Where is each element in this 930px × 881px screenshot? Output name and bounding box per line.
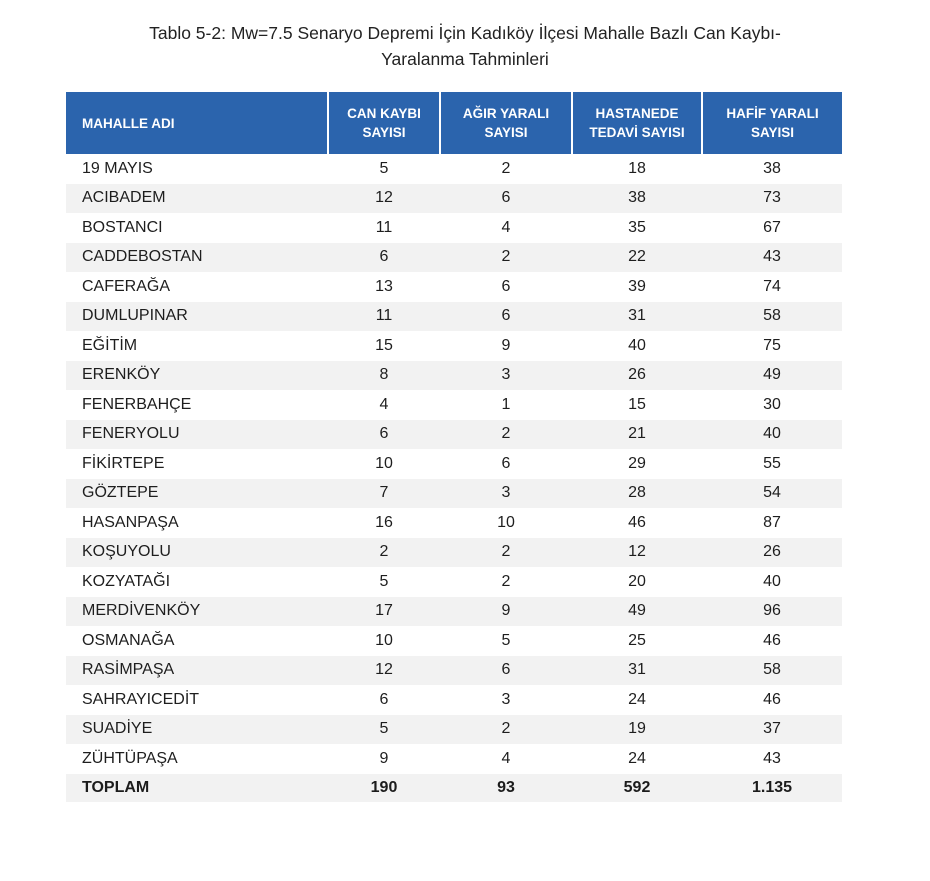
neighborhood-name: HASANPAŞA [66, 508, 328, 538]
header-neighborhood [66, 92, 328, 154]
deaths-value: 6 [328, 420, 440, 450]
minor-injuries-value: 96 [702, 597, 842, 627]
total-deaths: 190 [328, 774, 440, 802]
deaths-value: 4 [328, 390, 440, 420]
minor-injuries-value: 46 [702, 685, 842, 715]
deaths-value: 6 [328, 685, 440, 715]
minor-injuries-value: 30 [702, 390, 842, 420]
table-row [66, 272, 842, 302]
casualty-table [66, 92, 842, 802]
hospital-treatment-value: 49 [572, 597, 702, 627]
total-minor-injuries: 1.135 [702, 774, 842, 802]
table-row [66, 744, 842, 774]
minor-injuries-value: 49 [702, 361, 842, 391]
neighborhood-name: ERENKÖY [66, 361, 328, 391]
deaths-value: 2 [328, 538, 440, 568]
deaths-value: 8 [328, 361, 440, 391]
minor-injuries-value: 43 [702, 744, 842, 774]
hospital-treatment-value: 20 [572, 567, 702, 597]
table-row [66, 685, 842, 715]
minor-injuries-value: 73 [702, 184, 842, 214]
severe-injuries-value: 3 [440, 479, 572, 509]
neighborhood-name: SAHRAYICEDİT [66, 685, 328, 715]
hospital-treatment-value: 28 [572, 479, 702, 509]
minor-injuries-value: 74 [702, 272, 842, 302]
neighborhood-name: RASİMPAŞA [66, 656, 328, 686]
neighborhood-name: FENERYOLU [66, 420, 328, 450]
severe-injuries-value: 2 [440, 715, 572, 745]
hospital-treatment-value: 24 [572, 685, 702, 715]
neighborhood-name: FİKİRTEPE [66, 449, 328, 479]
neighborhood-name: KOZYATAĞI [66, 567, 328, 597]
minor-injuries-value: 54 [702, 479, 842, 509]
table-footer [66, 774, 842, 802]
table-row [66, 479, 842, 509]
column-header-line: SAYISI [484, 125, 528, 140]
severe-injuries-value: 6 [440, 449, 572, 479]
header-deaths [328, 92, 440, 154]
column-header-line: HAFİF YARALI [726, 106, 819, 121]
severe-injuries-value: 4 [440, 744, 572, 774]
table-row [66, 390, 842, 420]
deaths-value: 9 [328, 744, 440, 774]
hospital-treatment-value: 21 [572, 420, 702, 450]
minor-injuries-value: 58 [702, 656, 842, 686]
total-hospital-treatment: 592 [572, 774, 702, 802]
severe-injuries-value: 6 [440, 272, 572, 302]
column-header-line: TEDAVİ SAYISI [589, 125, 685, 140]
total-row [66, 774, 842, 802]
table-row [66, 626, 842, 656]
deaths-value: 17 [328, 597, 440, 627]
total-label: TOPLAM [66, 774, 328, 802]
minor-injuries-value: 37 [702, 715, 842, 745]
severe-injuries-value: 3 [440, 685, 572, 715]
neighborhood-name: CADDEBOSTAN [66, 243, 328, 273]
minor-injuries-value: 46 [702, 626, 842, 656]
deaths-value: 10 [328, 626, 440, 656]
table-row [66, 302, 842, 332]
neighborhood-name: ZÜHTÜPAŞA [66, 744, 328, 774]
deaths-value: 13 [328, 272, 440, 302]
minor-injuries-value: 87 [702, 508, 842, 538]
severe-injuries-value: 5 [440, 626, 572, 656]
severe-injuries-value: 2 [440, 154, 572, 184]
neighborhood-name: GÖZTEPE [66, 479, 328, 509]
deaths-value: 5 [328, 715, 440, 745]
neighborhood-name: FENERBAHÇE [66, 390, 328, 420]
hospital-treatment-value: 19 [572, 715, 702, 745]
hospital-treatment-value: 26 [572, 361, 702, 391]
severe-injuries-value: 4 [440, 213, 572, 243]
table-row [66, 154, 842, 184]
severe-injuries-value: 2 [440, 538, 572, 568]
neighborhood-name: SUADİYE [66, 715, 328, 745]
hospital-treatment-value: 35 [572, 213, 702, 243]
table-row [66, 331, 842, 361]
total-severe-injuries: 93 [440, 774, 572, 802]
hospital-treatment-value: 31 [572, 302, 702, 332]
table-caption-line-1: Tablo 5-2: Mw=7.5 Senaryo Depremi İçin Kadıköy İlçesi Mahalle Bazlı Can Kaybı- [149, 23, 781, 43]
column-header-line: AĞIR YARALI [462, 106, 550, 121]
hospital-treatment-value: 40 [572, 331, 702, 361]
table-header [66, 92, 842, 154]
severe-injuries-value: 2 [440, 243, 572, 273]
table-row [66, 361, 842, 391]
deaths-value: 5 [328, 567, 440, 597]
deaths-value: 6 [328, 243, 440, 273]
hospital-treatment-value: 15 [572, 390, 702, 420]
hospital-treatment-value: 29 [572, 449, 702, 479]
neighborhood-name: EĞİTİM [66, 331, 328, 361]
severe-injuries-value: 10 [440, 508, 572, 538]
table-row [66, 420, 842, 450]
table-header-row [66, 92, 842, 154]
severe-injuries-value: 2 [440, 567, 572, 597]
hospital-treatment-value: 31 [572, 656, 702, 686]
severe-injuries-value: 9 [440, 597, 572, 627]
hospital-treatment-value: 25 [572, 626, 702, 656]
minor-injuries-value: 38 [702, 154, 842, 184]
minor-injuries-value: 26 [702, 538, 842, 568]
table-row [66, 597, 842, 627]
table-caption [0, 20, 930, 72]
deaths-value: 7 [328, 479, 440, 509]
deaths-value: 11 [328, 302, 440, 332]
neighborhood-name: ACIBADEM [66, 184, 328, 214]
minor-injuries-value: 40 [702, 567, 842, 597]
column-header-line: MAHALLE ADI [82, 115, 175, 131]
hospital-treatment-value: 18 [572, 154, 702, 184]
severe-injuries-value: 6 [440, 656, 572, 686]
column-header-line: SAYISI [750, 125, 795, 140]
severe-injuries-value: 3 [440, 361, 572, 391]
table-row [66, 449, 842, 479]
severe-injuries-value: 6 [440, 184, 572, 214]
deaths-value: 10 [328, 449, 440, 479]
deaths-value: 15 [328, 331, 440, 361]
column-header-line: SAYISI [362, 125, 406, 140]
minor-injuries-value: 75 [702, 331, 842, 361]
table-row [66, 567, 842, 597]
severe-injuries-value: 9 [440, 331, 572, 361]
table-row [66, 213, 842, 243]
deaths-value: 5 [328, 154, 440, 184]
table-caption-line-2: Yaralanma Tahminleri [381, 49, 549, 69]
header-minor-injuries [702, 92, 842, 154]
minor-injuries-value: 40 [702, 420, 842, 450]
table-row [66, 538, 842, 568]
hospital-treatment-value: 46 [572, 508, 702, 538]
deaths-value: 11 [328, 213, 440, 243]
hospital-treatment-value: 22 [572, 243, 702, 273]
neighborhood-name: OSMANAĞA [66, 626, 328, 656]
table-row [66, 656, 842, 686]
neighborhood-name: DUMLUPINAR [66, 302, 328, 332]
header-severe-injuries [440, 92, 572, 154]
deaths-value: 16 [328, 508, 440, 538]
severe-injuries-value: 6 [440, 302, 572, 332]
neighborhood-name: KOŞUYOLU [66, 538, 328, 568]
minor-injuries-value: 67 [702, 213, 842, 243]
column-header-line: HASTANEDE [595, 106, 679, 121]
hospital-treatment-value: 39 [572, 272, 702, 302]
hospital-treatment-value: 24 [572, 744, 702, 774]
minor-injuries-value: 58 [702, 302, 842, 332]
hospital-treatment-value: 38 [572, 184, 702, 214]
neighborhood-name: BOSTANCI [66, 213, 328, 243]
table-row [66, 508, 842, 538]
minor-injuries-value: 43 [702, 243, 842, 273]
column-header-line: CAN KAYBI [347, 106, 421, 121]
deaths-value: 12 [328, 184, 440, 214]
table-row [66, 715, 842, 745]
table-body [66, 154, 842, 774]
header-hospital-treatment [572, 92, 702, 154]
minor-injuries-value: 55 [702, 449, 842, 479]
neighborhood-name: MERDİVENKÖY [66, 597, 328, 627]
severe-injuries-value: 1 [440, 390, 572, 420]
table-row [66, 184, 842, 214]
hospital-treatment-value: 12 [572, 538, 702, 568]
deaths-value: 12 [328, 656, 440, 686]
severe-injuries-value: 2 [440, 420, 572, 450]
table-row [66, 243, 842, 273]
neighborhood-name: CAFERAĞA [66, 272, 328, 302]
neighborhood-name: 19 MAYIS [66, 154, 328, 184]
